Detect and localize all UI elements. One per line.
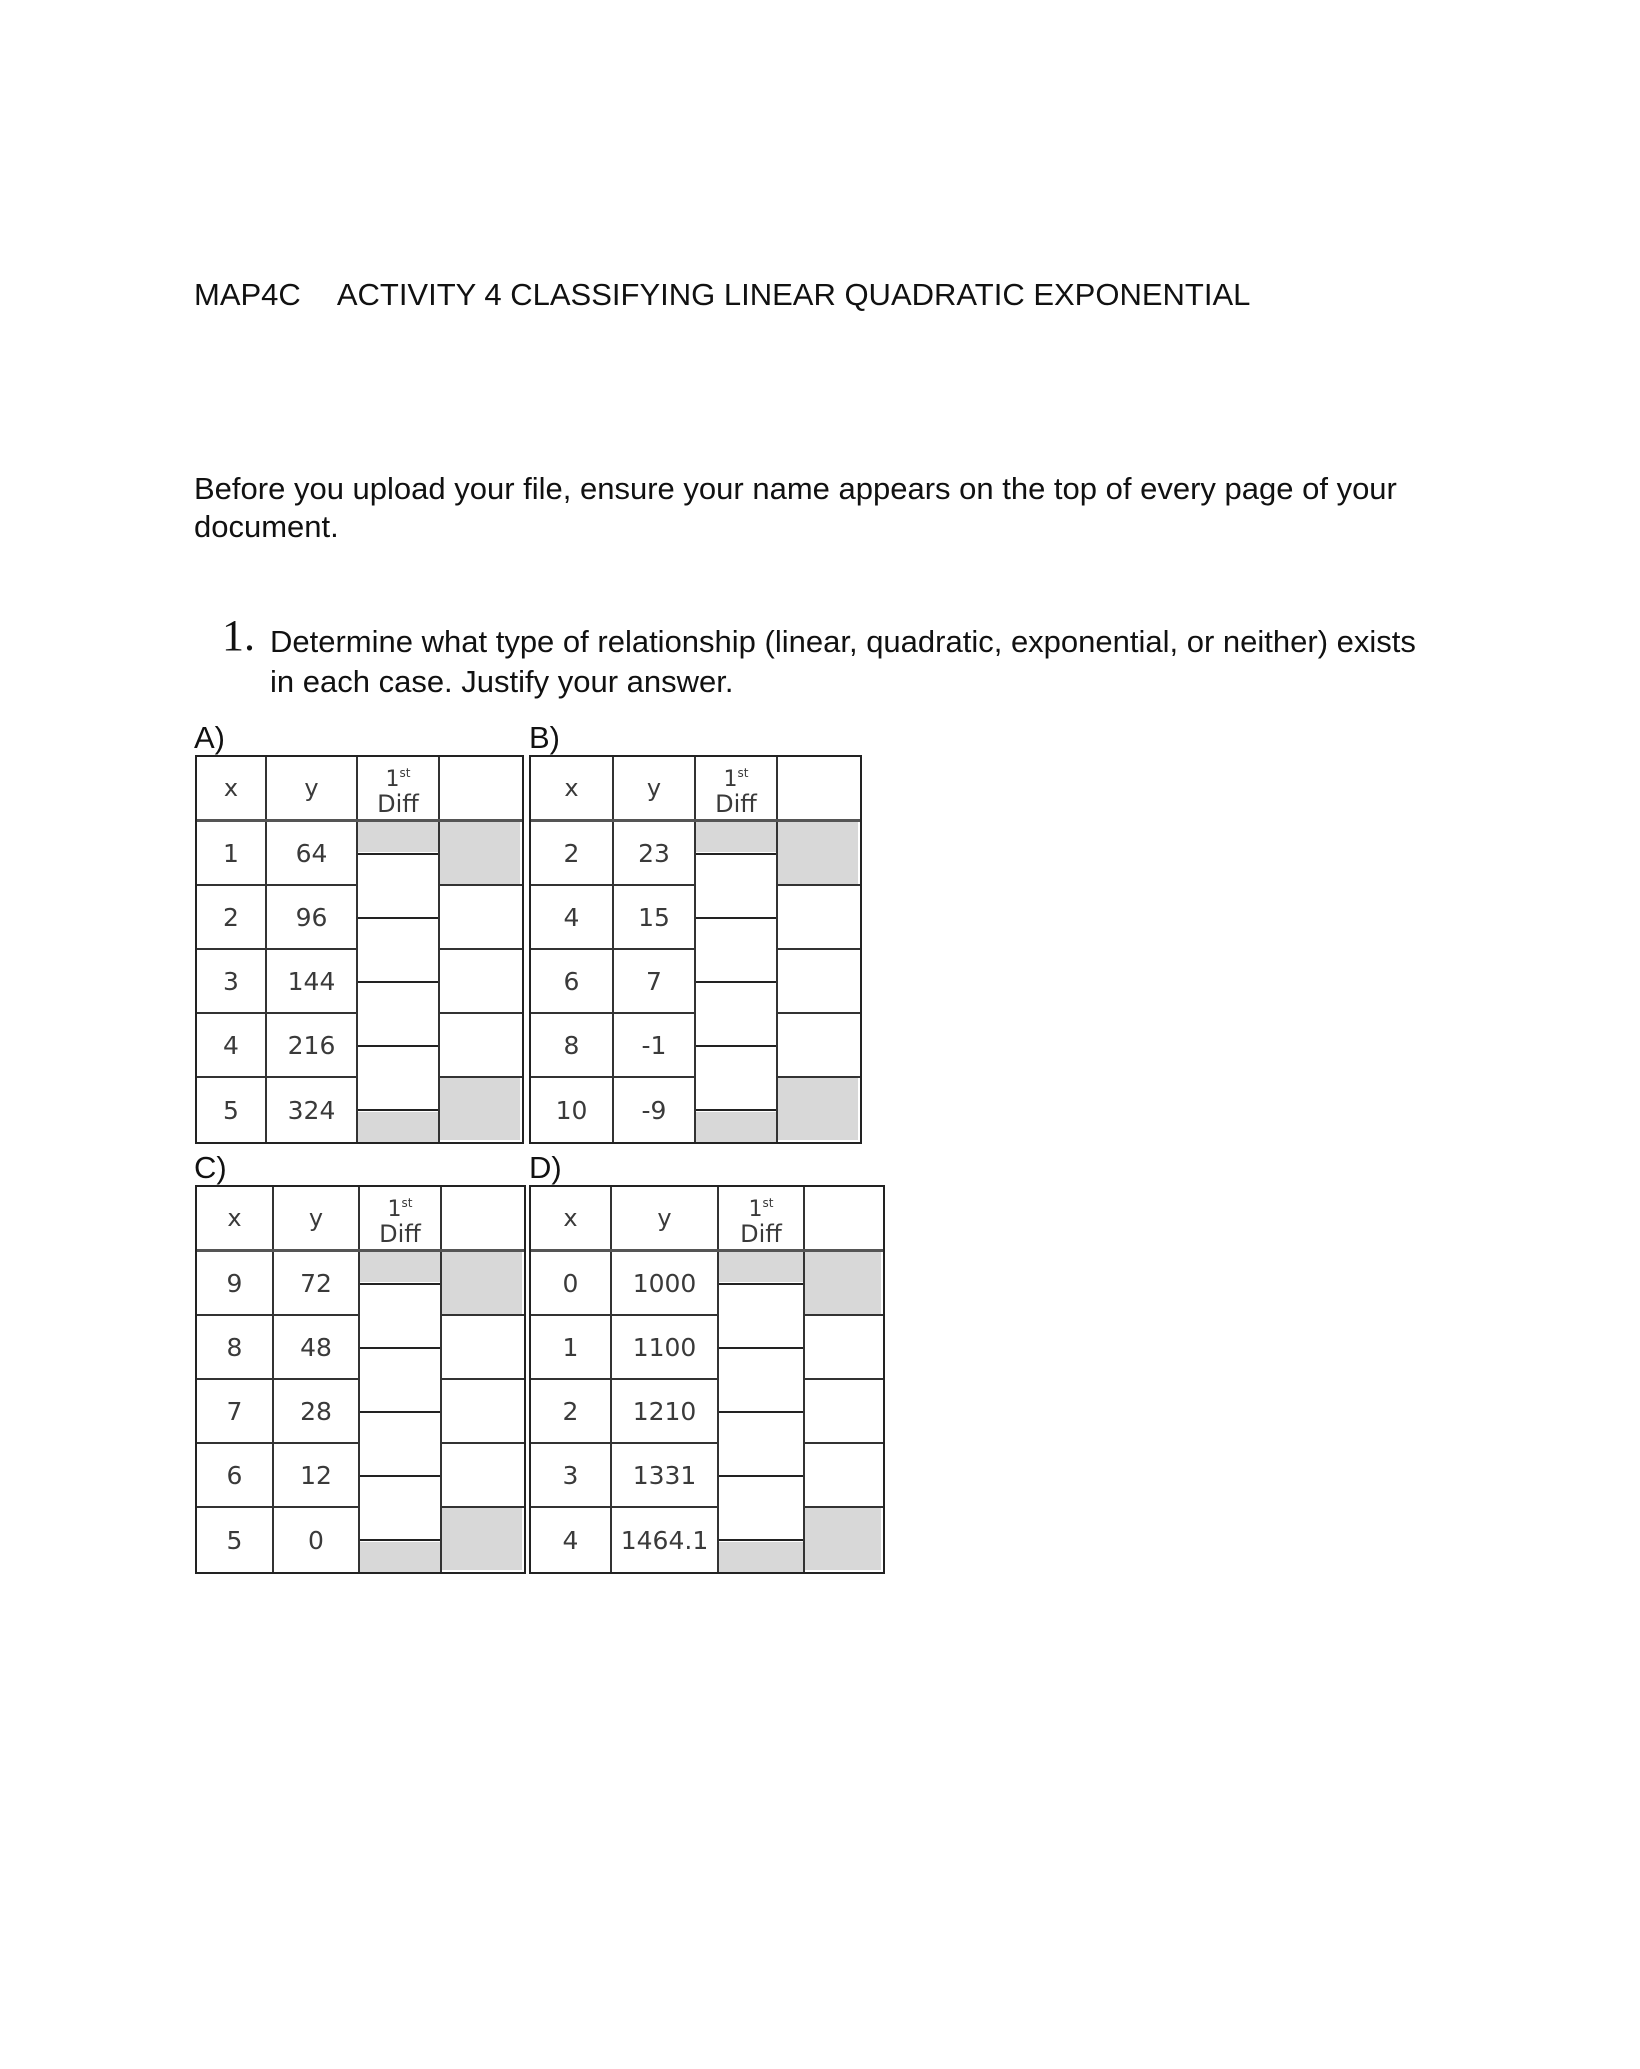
table-label: D) xyxy=(529,1150,562,1185)
cell-x: 4 xyxy=(197,1014,267,1076)
header-y: y xyxy=(267,757,358,819)
header-first-number: 1 xyxy=(387,1196,402,1222)
question-text: Determine what type of relationship (linear, quadratic, exponential, or neither) exists in each case. Justify your answer. xyxy=(270,624,1416,699)
cell-x: 4 xyxy=(531,886,614,948)
cell-y: 216 xyxy=(267,1014,358,1076)
header-y: y xyxy=(612,1187,719,1249)
cell-x: 4 xyxy=(531,1508,612,1572)
cell-x: 2 xyxy=(531,822,614,884)
table-label: C) xyxy=(194,1150,227,1185)
cell-x: 10 xyxy=(531,1078,614,1142)
first-diff-answer-box[interactable] xyxy=(696,917,776,983)
cell-y: 1210 xyxy=(612,1380,719,1442)
page-title xyxy=(194,277,1250,313)
cell-x: 6 xyxy=(197,1444,274,1506)
table-row xyxy=(531,1444,883,1508)
header-diff-word: Diff xyxy=(379,1219,421,1248)
cell-x: 8 xyxy=(531,1014,614,1076)
first-diff-answer-box[interactable] xyxy=(696,1045,776,1111)
shaded-cell xyxy=(360,1542,440,1572)
first-diff-column xyxy=(360,1252,440,1572)
table-header xyxy=(197,1187,524,1252)
cell-y: 48 xyxy=(274,1316,360,1378)
shaded-cell xyxy=(719,1542,803,1572)
cell-second-diff xyxy=(440,1014,522,1076)
cell-second-diff xyxy=(805,1444,883,1506)
cell-y: 0 xyxy=(274,1508,360,1572)
shaded-cell xyxy=(358,1112,438,1142)
header-x: x xyxy=(531,757,614,819)
cell-second-diff xyxy=(442,1316,524,1378)
first-diff-answer-box[interactable] xyxy=(358,981,438,1047)
first-diff-column xyxy=(719,1252,803,1572)
header-diff-word: Diff xyxy=(715,789,757,818)
shaded-cell xyxy=(440,822,520,884)
cell-x: 5 xyxy=(197,1508,274,1572)
first-diff-answer-box[interactable] xyxy=(696,853,776,919)
first-diff-answer-box[interactable] xyxy=(360,1347,440,1413)
header-first xyxy=(724,761,749,792)
cell-y: -1 xyxy=(614,1014,696,1076)
header-x: x xyxy=(197,757,267,819)
header-first-diff xyxy=(358,757,440,819)
first-diff-answer-box[interactable] xyxy=(719,1283,803,1349)
first-diff-answer-box[interactable] xyxy=(360,1411,440,1477)
cell-second-diff xyxy=(440,950,522,1012)
header-first xyxy=(749,1191,774,1222)
cell-second-diff xyxy=(778,950,860,1012)
cell-y: 1331 xyxy=(612,1444,719,1506)
header-second-diff xyxy=(805,1187,883,1249)
difference-table xyxy=(529,1185,885,1574)
cell-y: 1100 xyxy=(612,1316,719,1378)
header-first xyxy=(388,1191,413,1222)
first-diff-column xyxy=(696,822,776,1142)
header-first-diff xyxy=(719,1187,805,1249)
upload-instructions: Before you upload your file, ensure your name appears on the top of every page of your document. xyxy=(194,471,1397,544)
table-header xyxy=(531,1187,883,1252)
header-first-suffix: st xyxy=(737,765,749,780)
cell-y: 28 xyxy=(274,1380,360,1442)
header-diff-word: Diff xyxy=(740,1219,782,1248)
cell-x: 2 xyxy=(197,886,267,948)
cell-x: 7 xyxy=(197,1380,274,1442)
header-x: x xyxy=(531,1187,612,1249)
cell-x: 5 xyxy=(197,1078,267,1142)
cell-y: 12 xyxy=(274,1444,360,1506)
course-code: MAP4C xyxy=(194,277,301,312)
header-first-suffix: st xyxy=(399,765,411,780)
shaded-cell xyxy=(440,1078,520,1140)
activity-title: ACTIVITY 4 CLASSIFYING LINEAR QUADRATIC EXPONENTIAL xyxy=(336,277,1251,312)
cell-second-diff xyxy=(805,1380,883,1442)
shaded-cell xyxy=(442,1252,522,1314)
header-y: y xyxy=(614,757,696,819)
first-diff-answer-box[interactable] xyxy=(358,917,438,983)
header-first-diff xyxy=(360,1187,442,1249)
header-second-diff xyxy=(442,1187,524,1249)
cell-y: 23 xyxy=(614,822,696,884)
first-diff-answer-box[interactable] xyxy=(358,853,438,919)
question-number: 1. xyxy=(222,611,255,660)
first-diff-answer-box[interactable] xyxy=(358,1045,438,1111)
shaded-cell xyxy=(696,822,776,852)
cell-x: 3 xyxy=(197,950,267,1012)
difference-table xyxy=(195,755,524,1144)
cell-y: 1000 xyxy=(612,1252,719,1314)
header-first-suffix: st xyxy=(762,1195,774,1210)
cell-second-diff xyxy=(778,886,860,948)
cell-second-diff xyxy=(442,1380,524,1442)
cell-x: 2 xyxy=(531,1380,612,1442)
table-label: A) xyxy=(194,720,225,755)
header-x: x xyxy=(197,1187,274,1249)
shaded-cell xyxy=(778,822,858,884)
table-header xyxy=(197,757,522,822)
header-first-number: 1 xyxy=(748,1196,763,1222)
header-second-diff xyxy=(440,757,522,819)
header-first-number: 1 xyxy=(723,766,738,792)
cell-x: 1 xyxy=(531,1316,612,1378)
shaded-cell xyxy=(358,822,438,852)
first-diff-answer-box[interactable] xyxy=(360,1283,440,1349)
first-diff-answer-box[interactable] xyxy=(360,1475,440,1541)
shaded-cell xyxy=(805,1252,881,1314)
cell-y: 64 xyxy=(267,822,358,884)
cell-y: 144 xyxy=(267,950,358,1012)
shaded-cell xyxy=(719,1252,803,1282)
shaded-cell xyxy=(696,1112,776,1142)
first-diff-answer-box[interactable] xyxy=(719,1347,803,1413)
cell-y: 1464.1 xyxy=(612,1508,719,1572)
difference-table xyxy=(195,1185,526,1574)
cell-y: 324 xyxy=(267,1078,358,1142)
cell-second-diff xyxy=(440,886,522,948)
cell-second-diff xyxy=(805,1316,883,1378)
header-y: y xyxy=(274,1187,360,1249)
cell-x: 3 xyxy=(531,1444,612,1506)
table-row xyxy=(531,1316,883,1380)
cell-x: 8 xyxy=(197,1316,274,1378)
header-first-diff xyxy=(696,757,778,819)
first-diff-answer-box[interactable] xyxy=(696,981,776,1047)
header-first-number: 1 xyxy=(385,766,400,792)
cell-x: 1 xyxy=(197,822,267,884)
table-header xyxy=(531,757,860,822)
cell-y: 15 xyxy=(614,886,696,948)
shaded-cell xyxy=(360,1252,440,1282)
table-row xyxy=(531,1380,883,1444)
cell-y: 96 xyxy=(267,886,358,948)
difference-table xyxy=(529,755,862,1144)
header-second-diff xyxy=(778,757,860,819)
cell-x: 6 xyxy=(531,950,614,1012)
cell-y: 7 xyxy=(614,950,696,1012)
first-diff-answer-box[interactable] xyxy=(719,1411,803,1477)
header-first xyxy=(386,761,411,792)
cell-second-diff xyxy=(442,1444,524,1506)
cell-second-diff xyxy=(778,1014,860,1076)
cell-x: 0 xyxy=(531,1252,612,1314)
header-diff-word: Diff xyxy=(377,789,419,818)
cell-x: 9 xyxy=(197,1252,274,1314)
table-label: B) xyxy=(529,720,560,755)
shaded-cell xyxy=(805,1508,881,1570)
shaded-cell xyxy=(778,1078,858,1140)
cell-y: -9 xyxy=(614,1078,696,1142)
first-diff-column xyxy=(358,822,438,1142)
cell-y: 72 xyxy=(274,1252,360,1314)
header-first-suffix: st xyxy=(401,1195,413,1210)
shaded-cell xyxy=(442,1508,522,1570)
first-diff-answer-box[interactable] xyxy=(719,1475,803,1541)
